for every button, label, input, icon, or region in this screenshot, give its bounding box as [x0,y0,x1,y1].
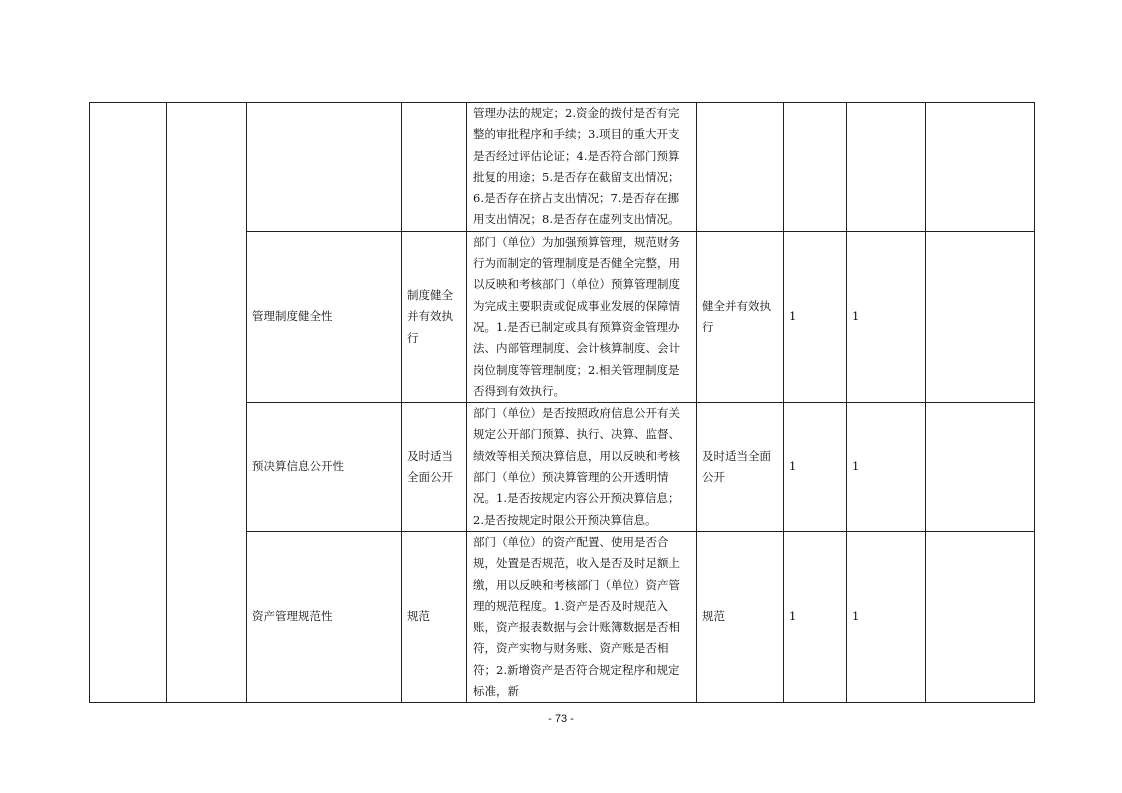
score-cell: 1 [847,403,926,532]
description-cell: 部门（单位）为加强预算管理，规范财务行为而制定的管理制度是否健全完整，用以反映和考核部门（单位）预算管理制度为完成主要职责或促成事业发展的保障情况。1.是否已制定或具有预算资金管理办法、内部管理制度、会计核算制度、会计岗位制度等管理制度；2.相关管理制度是否得到有效执行。 [467,231,697,402]
score-cell [847,103,926,232]
indicator-cell [247,103,402,232]
remark-cell [926,103,1035,232]
remark-cell [926,531,1035,702]
standard-cell: 及时适当全面公开 [402,403,467,532]
table-row [90,103,1035,232]
actual-cell: 健全并有效执行 [697,231,784,402]
weight-cell: 1 [784,231,847,402]
page-number: - 73 - [548,713,574,725]
weight-cell: 1 [784,403,847,532]
standard-cell: 制度健全并有效执行 [402,231,467,402]
actual-cell [697,103,784,232]
score-cell: 1 [847,231,926,402]
actual-cell: 规范 [697,531,784,702]
level1-indicator-cell [90,103,167,703]
weight-cell: 1 [784,531,847,702]
evaluation-table [89,102,1035,703]
standard-cell [402,103,467,232]
weight-cell [784,103,847,232]
level2-indicator-cell [167,103,247,703]
standard-cell: 规范 [402,531,467,702]
score-cell: 1 [847,531,926,702]
description-cell: 部门（单位）的资产配置、使用是否合规，处置是否规范，收入是否及时足额上缴，用以反映和考核部门（单位）资产管理的规范程度。1.资产是否及时规范入账，资产报表数据与会计账簿数据是否相符，资产实物与财务账、资产账是否相符；2.新增资产是否符合规定程序和规定标准，新 [467,531,697,702]
indicator-cell: 管理制度健全性 [247,231,402,402]
description-cell: 管理办法的规定；2.资金的拨付是否有完整的审批程序和手续；3.项目的重大开支是否经过评估论证；4.是否符合部门预算批复的用途；5.是否存在截留支出情况；6.是否存在挤占支出情况；7.是否存在挪用支出情况；8.是否存在虚列支出情况。 [467,103,697,232]
description-cell: 部门（单位）是否按照政府信息公开有关规定公开部门预算、执行、决算、监督、绩效等相关预决算信息，用以反映和考核部门（单位）预决算管理的公开透明情况。1.是否按规定内容公开预决算信息；2.是否按规定时限公开预决算信息。 [467,403,697,532]
remark-cell [926,231,1035,402]
indicator-cell: 预决算信息公开性 [247,403,402,532]
actual-cell: 及时适当全面公开 [697,403,784,532]
indicator-cell: 资产管理规范性 [247,531,402,702]
remark-cell [926,403,1035,532]
